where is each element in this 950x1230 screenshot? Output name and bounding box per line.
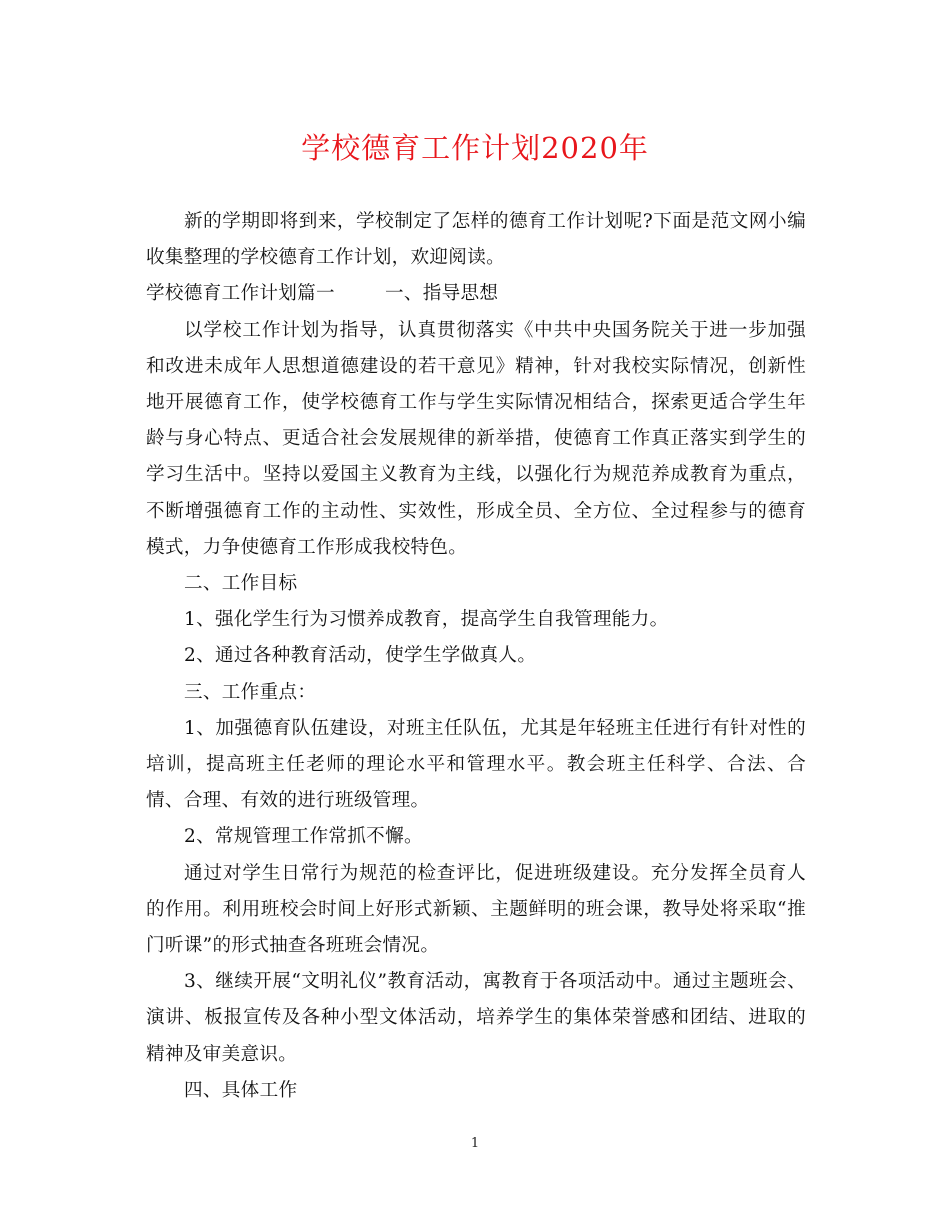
section-heading-line <box>146 276 806 312</box>
guiding-thought-heading: 一、指导思想 <box>384 283 499 305</box>
work-focus-heading: 三、工作重点： <box>184 681 317 703</box>
goal-item-1: 1、强化学生行为习惯养成教育，提高学生自我管理能力。 <box>184 609 669 631</box>
focus-item-2-detail: 通过对学生日常行为规范的检查评比，促进班级建设。充分发挥全员育人的作用。利用班校会时间上好形式新颖、主题鲜明的班会课，教导处将采取“推门听课”的形式抽查各班班会情况。 <box>146 862 806 957</box>
plan-part-label: 学校德育工作计划篇一 <box>146 283 335 305</box>
focus-item-3: 3、继续开展“文明礼仪”教育活动，寓教育于各项活动中。通过主题班会、演讲、板报宣传及各种小型文体活动，培养学生的集体荣誉感和团结、进取的精神及审美意识。 <box>146 971 806 1065</box>
document-body <box>146 204 806 1109</box>
work-goals-heading: 二、工作目标 <box>184 573 298 595</box>
focus-item-2: 2、常规管理工作常抓不懈。 <box>184 826 423 848</box>
guiding-thought-paragraph: 以学校工作计划为指导，认真贯彻落实《中共中央国务院关于进一步加强和改进未成年人思想道德建设的若干意见》精神，针对我校实际情况，创新性地开展德育工作，使学校德育工作与学生实际情况相结合，探索更适合学生年龄与身心特点、更适合社会发展规律的新举措，使德育工作真正落实到学生的学习生活中。坚持以爱国主义教育为主线，以强化行为规范养成教育为重点，不断增强德育工作的主动性、实效性，形成全员、全方位、全过程参与的德育模式，力争使德育工作形成我校特色。 <box>146 319 806 558</box>
specific-work-heading: 四、具体工作 <box>184 1079 298 1101</box>
document-title: 学校德育工作计划2020年 <box>301 131 649 165</box>
focus-item-1: 1、加强德育队伍建设，对班主任队伍，尤其是年轻班主任进行有针对性的培训，提高班主任老师的理论水平和管理水平。教会班主任科学、合法、合情、合理、有效的进行班级管理。 <box>146 717 806 812</box>
intro-paragraph: 新的学期即将到来，学校制定了怎样的德育工作计划呢?下面是范文网小编收集整理的学校德育工作计划，欢迎阅读。 <box>146 211 806 269</box>
page-number: 1 <box>470 1136 480 1151</box>
goal-item-2: 2、通过各种教育活动，使学生学做真人。 <box>184 645 537 667</box>
